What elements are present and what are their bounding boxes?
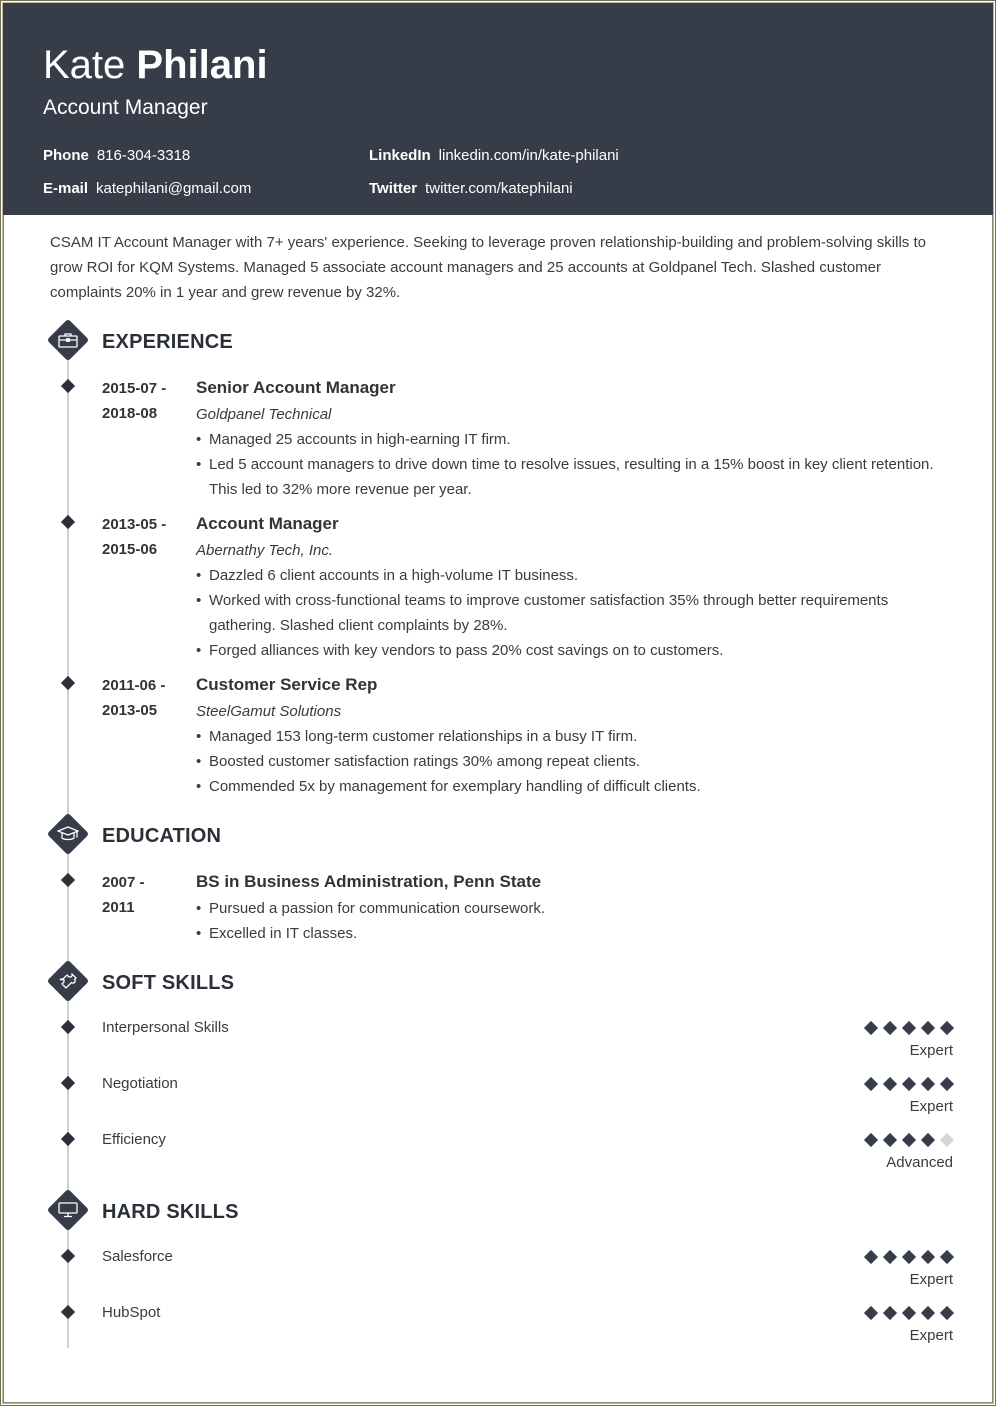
candidate-name [43,41,268,89]
job-title: Customer Service Rep [196,675,378,694]
bullet: • Boosted customer satisfaction ratings 30% among repeat clients. [196,749,956,774]
experience-heading: EXPERIENCE [102,331,233,353]
last-name: Philani [136,43,268,87]
job-entry [196,513,956,663]
rating-diamonds [865,1133,953,1147]
skill-rating [865,1077,953,1117]
skill-name: Negotiation [102,1075,178,1092]
bullet: • Forged alliances with key vendors to pass 20% cost savings on to customers. [196,638,956,663]
twitter-value[interactable]: twitter.com/katephilani [425,180,573,197]
email-value[interactable]: katephilani@gmail.com [96,180,252,197]
bullet: • Worked with cross-functional teams to improve customer satisfaction 35% through better requirements gathering. Slashed client complaints by 28%. [196,588,906,638]
rating-diamonds [865,1077,953,1091]
job-entry [196,377,956,502]
date-end: 2015-06 [102,541,158,558]
date-end: 2018-08 [102,405,158,422]
bullet: • Managed 25 accounts in high-earning IT firm. [196,427,956,452]
linkedin-label: LinkedIn [369,147,431,164]
date-end: 2011 [102,899,135,916]
skill-level: Expert [909,1042,953,1059]
bullet: • Excelled in IT classes. [196,921,956,946]
job-dates [102,376,192,426]
bullet: • Managed 153 long-term customer relationships in a busy IT firm. [196,724,956,749]
date-start: 2011-06 - [102,677,166,694]
skill-rating [865,1021,953,1061]
rating-diamonds [865,1021,953,1035]
job-title: Senior Account Manager [196,378,396,397]
soft-skills-heading: SOFT SKILLS [102,972,235,994]
bullet: • Commended 5x by management for exemplary handling of difficult clients. [196,774,956,799]
date-end: 2013-05 [102,702,158,719]
education-heading: EDUCATION [102,825,222,847]
puzzle-piece-icon [47,960,89,1002]
degree-title: BS in Business Administration, Penn State [196,872,542,891]
company-name: Abernathy Tech, Inc. [196,542,334,559]
job-bullets [196,563,956,663]
resume-header [3,3,993,215]
skill-level: Advanced [886,1154,953,1171]
job-dates [102,512,192,562]
phone-value: 816-304-3318 [96,147,191,164]
hard-skills-heading: HARD SKILLS [102,1201,239,1223]
candidate-job-title: Account Manager [43,96,208,119]
company-name: SteelGamut Solutions [196,703,342,720]
date-start: 2013-05 - [102,516,167,533]
skill-name: Interpersonal Skills [102,1019,229,1036]
job-entry [196,674,956,799]
bullet: • Dazzled 6 client accounts in a high-volume IT business. [196,563,956,588]
skill-rating [865,1133,953,1173]
bullet: • Led 5 account managers to drive down time to resolve issues, resulting in a 15% boost in key client retention. This led to 32% more revenue per year. [196,452,941,502]
rating-diamonds [865,1250,953,1264]
briefcase-icon [47,319,89,361]
skill-level: Expert [909,1271,953,1288]
date-start: 2015-07 - [102,380,167,397]
first-name: Kate [43,43,126,87]
job-dates [102,673,192,723]
job-title: Account Manager [196,514,339,533]
company-name: Goldpanel Technical [196,406,332,423]
contact-linkedin [369,146,619,166]
skill-name: Salesforce [102,1248,173,1265]
phone-label: Phone [43,147,89,164]
job-bullets [196,427,956,502]
skill-level: Expert [909,1327,953,1344]
contact-phone [43,146,190,166]
skill-rating [865,1250,953,1290]
twitter-label: Twitter [369,180,418,197]
skill-name: Efficiency [102,1131,166,1148]
education-bullets [196,896,956,946]
summary: CSAM IT Account Manager with 7+ years' experience. Seeking to leverage proven relationship-building and problem-solving skills to grow ROI for KQM Systems. Managed 5 associate account managers and 25 accounts at Goldpanel Tech. Slashed customer complaints 20% in 1 year and grew revenue by 32%. [50,234,926,301]
skill-rating [865,1306,953,1346]
graduation-cap-icon [47,813,89,855]
rating-diamonds [865,1306,953,1320]
monitor-icon [47,1189,89,1231]
education-dates [102,870,192,920]
contact-twitter [369,179,573,199]
job-bullets [196,724,956,799]
linkedin-value[interactable]: linkedin.com/in/kate-philani [438,147,619,164]
skill-name: HubSpot [102,1304,161,1321]
bullet: • Pursued a passion for communication coursework. [196,896,956,921]
contact-email [43,179,251,199]
skill-level: Expert [909,1098,953,1115]
education-entry [196,871,956,946]
date-start: 2007 - [102,874,145,891]
email-label: E-mail [43,180,89,197]
